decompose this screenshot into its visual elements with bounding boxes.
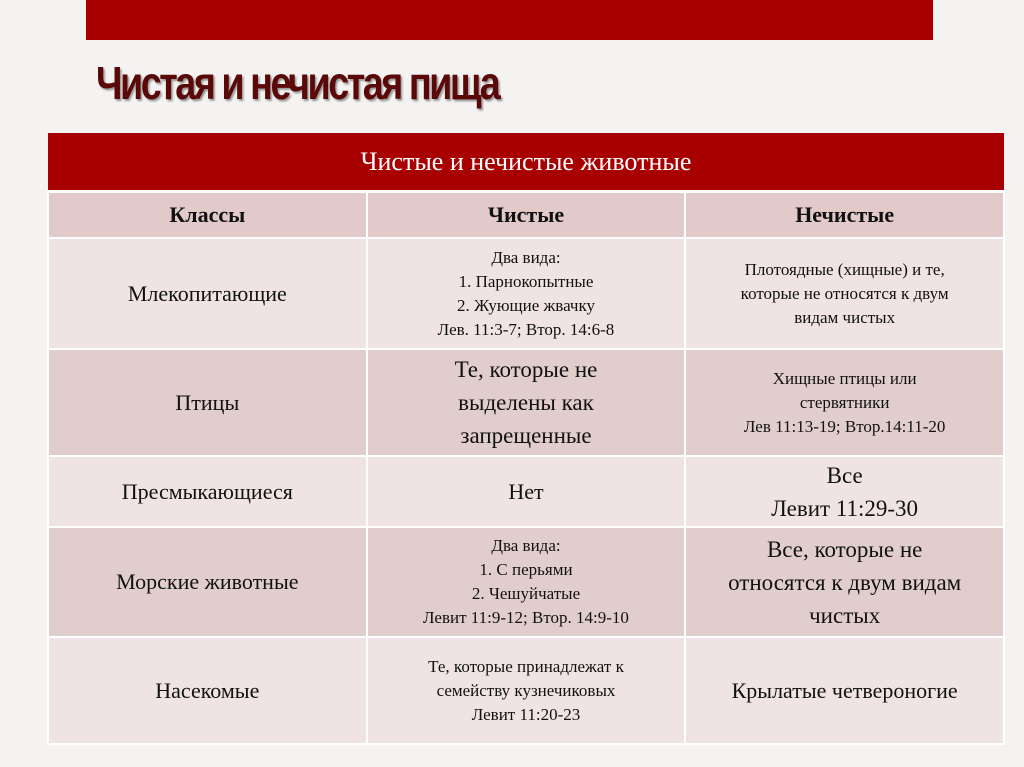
line: Лев. 11:3-7; Втор. 14:6-8 <box>437 319 615 339</box>
line: запрещенные <box>460 423 592 448</box>
table-caption: Чистые и нечистые животные <box>48 133 1004 192</box>
line: Левит 11:9-12; Втор. 14:9-10 <box>423 608 629 627</box>
table-row <box>48 527 1004 637</box>
line: Два вида: <box>491 247 561 267</box>
line: 1. С перьями <box>479 560 573 579</box>
clean-cell <box>367 238 686 349</box>
class-cell: Насекомые <box>48 637 367 744</box>
slide-title: Чистая и нечистая пища <box>96 57 499 109</box>
line: Хищные птицы или <box>772 368 917 388</box>
line: видам чистых <box>794 307 896 327</box>
table-row <box>48 637 1004 744</box>
line: выделены как <box>458 390 594 415</box>
line: Все <box>826 462 863 488</box>
clean-cell <box>367 349 686 456</box>
header-classes: Классы <box>48 192 367 239</box>
clean-cell <box>367 637 686 744</box>
class-cell: Пресмыкающиеся <box>48 456 367 527</box>
unclean-cell <box>685 456 1004 527</box>
line: относятся к двум видам <box>728 569 962 595</box>
unclean-cell <box>685 349 1004 456</box>
line: которые не относятся к двум <box>740 283 949 303</box>
line: Левит 11:29-30 <box>771 495 919 521</box>
line: Все, которые не <box>766 536 923 562</box>
top-accent-bar <box>86 0 933 40</box>
line: Левит 11:20-23 <box>471 704 581 724</box>
line: семейству кузнечиковых <box>436 680 616 700</box>
header-clean: Чистые <box>367 192 686 239</box>
clean-cell <box>367 527 686 637</box>
line: Плотоядные (хищные) и те, <box>744 259 945 279</box>
line: Два вида: <box>491 536 561 555</box>
line: Те, которые не <box>454 357 598 382</box>
class-cell: Млекопитающие <box>48 238 367 349</box>
animals-table <box>47 133 1005 745</box>
unclean-cell: Крылатые четвероногие <box>685 637 1004 744</box>
table-row <box>48 349 1004 456</box>
class-cell: Птицы <box>48 349 367 456</box>
line: чистых <box>809 602 881 628</box>
class-cell: Морские животные <box>48 527 367 637</box>
table-row <box>48 238 1004 349</box>
header-unclean: Нечистые <box>685 192 1004 239</box>
table-row <box>48 456 1004 527</box>
line: 2. Жующие жвачку <box>456 295 596 315</box>
line: стервятники <box>799 392 890 412</box>
unclean-cell <box>685 527 1004 637</box>
line: 2. Чешуйчатые <box>471 584 581 603</box>
line: Те, которые принадлежат к <box>428 656 624 676</box>
line: 1. Парнокопытные <box>458 271 594 291</box>
unclean-cell <box>685 238 1004 349</box>
line: Лев 11:13-19; Втор.14:11-20 <box>743 416 946 436</box>
clean-cell: Нет <box>367 456 686 527</box>
